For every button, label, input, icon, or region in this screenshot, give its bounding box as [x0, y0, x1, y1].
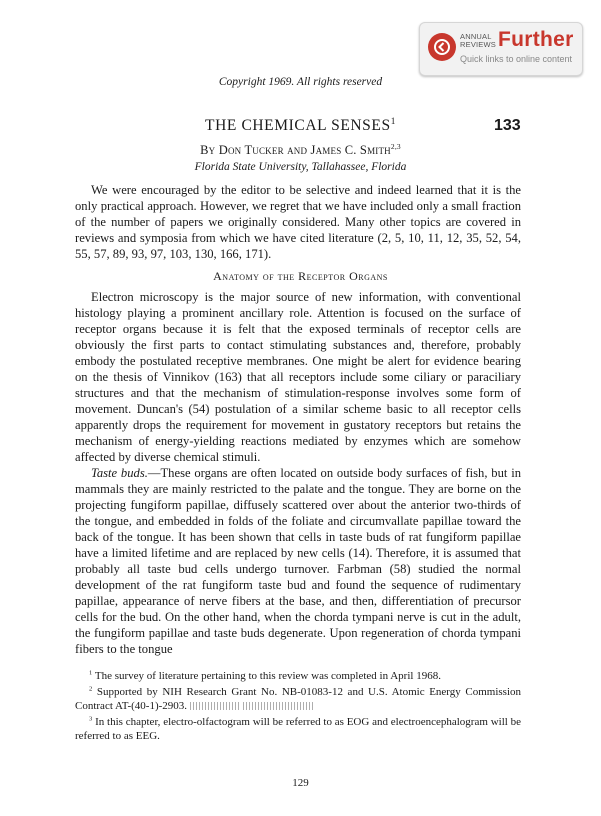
footnote-3-mark: 3	[89, 715, 93, 723]
section-heading: Anatomy of the Receptor Organs	[213, 269, 388, 283]
section-paragraph: Electron microscopy is the major source of new information, with conventional histology playing a prominent ancillary role. Attention is focused on the surface of receptor organs because it is felt that the exposed terminals of receptor cells are obviously the first parts to contact stimulating substances and, therefore, probably embody the postulated receptive membranes. One might be alert for evidence bearing on the thesis of Vinnikov (163) that all receptors include some ciliary or paraciliary structures and that the mechanism of stimulation-response involves some form of movement. Duncan's (54) postulation of a similar scheme basic to all receptor cells apparently drops the requirement for movement in gustatory receptors but retains the mechanism of energy-yielding reactions mediated by enzymes which are somehow affected by diverse chemical stimuli.	[75, 290, 521, 464]
title-footnote-mark: 1	[390, 116, 396, 127]
author-line	[0, 143, 601, 158]
footnote-1-text: The survey of literature pertaining to this review was completed in April 1968.	[94, 670, 441, 682]
footnote-3-text: In this chapter, electro-olfactogram will be referred to as EOG and electroencephalogram will be referred to as EEG.	[75, 716, 521, 742]
further-logo-icon	[428, 33, 456, 61]
smudge-mark	[243, 702, 313, 710]
author-affiliation: Florida State University, Tallahassee, Florida	[194, 161, 407, 173]
intro-paragraph: We were encouraged by the editor to be selective and indeed learned that it is the only practical approach. However, we regret that we have included only a small fraction of the number of papers we originally considered. Many other topics are covered in reviews and symposia from which we have cited literature (2, 5, 10, 11, 12, 35, 52, 54, 55, 57, 89, 93, 97, 103, 130, 166, 171).	[75, 183, 521, 261]
taste-buds-lead: Taste buds.	[91, 466, 148, 480]
article-title	[0, 117, 601, 135]
footnote-2	[75, 685, 521, 713]
page-folio: 129	[292, 777, 309, 789]
badge-subtitle[interactable]: Quick links to online content	[460, 54, 573, 64]
copyright-notice: Copyright 1969. All rights reserved	[218, 76, 383, 88]
author-by: By	[200, 143, 216, 157]
footnote-2-text: Supported by NIH Research Grant No. NB-01083-12 and U.S. Atomic Energy Commission Contract AT-(40-1)-2903.	[75, 686, 521, 712]
badge-further-label[interactable]: Further	[498, 28, 574, 51]
author-names: Don Tucker and James C. Smith	[218, 143, 391, 157]
page-number-top: 133	[494, 117, 521, 134]
article-title-text: THE CHEMICAL SENSES	[205, 117, 391, 134]
footnote-1	[75, 669, 521, 683]
further-badge[interactable]	[419, 22, 583, 76]
footnote-1-mark: 1	[89, 669, 93, 677]
footnote-2-mark: 2	[89, 685, 93, 693]
taste-buds-paragraph	[75, 465, 521, 657]
taste-buds-text: —These organs are often located on outside body surfaces of fish, but in mammals they are mainly restricted to the palate and the tongue. They are borne on the projecting fungiform papillae, diffusely scattered over about the anterior two-thirds of the tongue, and embedded in folds of the foliate and circumvallate papillae toward the back of the tongue. It has been shown that cells in taste buds of rat fungiform papillae have a limited lifetime and are replaced by new cells (14). Therefore, it is assumed that probably all taste bud cells undergo turnover. Farbman (58) studied the normal development of the rat fungiform taste bud and found the sequence of rudimentary papillae, appearance of nerve fibers at the base, and then, differentiation of precursor cells for the bud. On the other hand, when the chorda tympani nerve is cut in the adult, the fungiform papillae and taste buds degenerate. Upon regeneration of chorda tympani fibers to the tongue	[75, 466, 521, 656]
badge-publisher: ANNUAL REVIEWS	[460, 32, 496, 49]
author-footnote-marks: 2,3	[390, 141, 401, 151]
smudge-mark	[190, 702, 240, 710]
footnote-3	[75, 715, 521, 743]
